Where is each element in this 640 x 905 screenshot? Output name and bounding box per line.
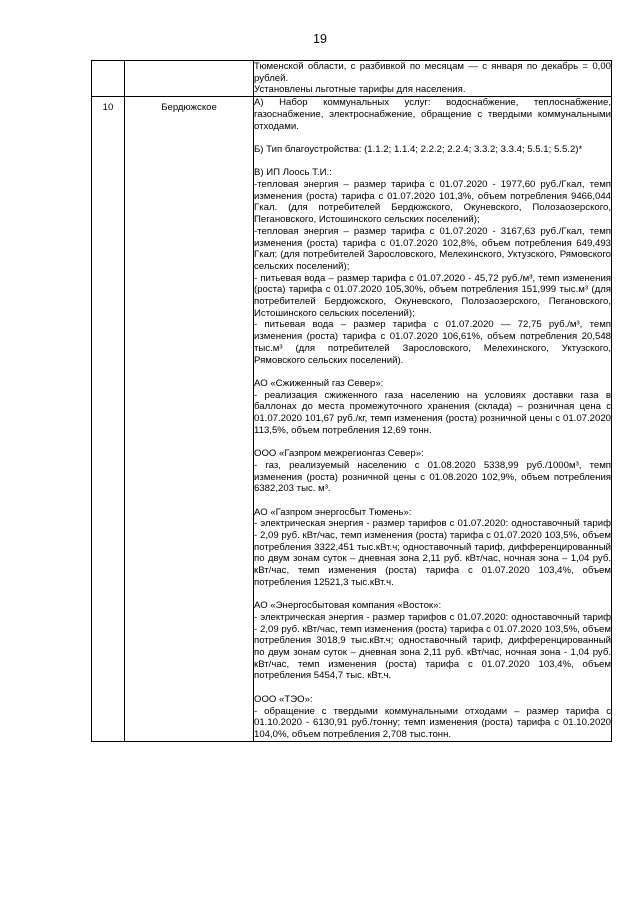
row-number: 10 [102,102,114,114]
provider-title: В) ИП Лоось Т.И.: [254,167,332,179]
municipality-cell [125,61,254,97]
text-line: Установлены льготные тарифы для населения. [254,84,466,96]
provider-title: АО «Энергосбытовая компания «Восток»: [254,600,442,612]
description-cell [254,61,612,97]
tariff-item: - питьевая вода – размер тарифа с 01.07.2020 - 45,72 руб./м³, темп изменения (роста) тарифа с 01.07.2020 105,30%, объем потребления 151,999 тыс.м³ (для потребителей Бердюжского, Окуневского, Полозаозерского, Пегановского, Истошинского сельских поселений); [254,272,611,319]
improvement-type-text: Б) Тип благоустройства: (1.1.2; 1.1.4; 2.2.2; 2.2.4; 3.3.2; 3.3.4; 5.5.1; 5.5.2)* [254,143,583,155]
municipality-cell [125,97,254,742]
tariff-item: - обращение с твердыми коммунальными отходами – размер тарифа с 01.10.2020 - 6130,91 руб./тонну; темп изменения (роста) тарифа с 01.10.2020 104,0%, объем потребления 2,708 тыс.тонн. [254,705,611,740]
tariff-item: -тепловая энергия – размер тарифа с 01.07.2020 - 3167,63 руб./Гкал, темп изменения (роста) тарифа с 01.07.2020 102,8%, объем потребления 649,493 Гкал; (для потребителей Зарословского, Мелехинского, Уктузского, Рямовского сельских поселений); [254,225,611,272]
tariff-table [91,60,612,742]
tariff-item: -тепловая энергия – размер тарифа с 01.07.2020 - 1977,60 руб./Гкал, темп изменения (роста) тарифа с 01.07.2020 101,3%, объем потребления 9466,044 Гкал. (для потребителей Бердюжского, Окуневского, Полозаозерского, Пегановского, Истошинского сельских поселений); [254,179,611,226]
tariff-item: - электрическая энергия - размер тарифов с 01.07.2020: одноставочный тариф - 2,09 руб. кВт/час, темп изменения (роста) тарифа с 01.07.2020 103,5%, объем потребления 3322,451 тыс.кВт.ч; одноставочный тариф, дифференцированный по двум зонам суток – дневная зона 2,11 руб. кВт/час, ночная зона – 1,04 руб. кВт/час, темп изменения (роста) тарифа с 01.07.2020 103,4%, объем потребления 12521,3 тыс.кВт.ч. [254,518,611,588]
text-line: Тюменской области, с разбивкой по месяцам — с января по декабрь = 0,00 рублей. [254,61,611,84]
tariff-item: - электрическая энергия - размер тарифов с 01.07.2020: одноставочный тариф - 2,09 руб. кВт/час, темп изменения (роста) тарифа с 01.07.2020 103,5%, объем потребления 3018,9 тыс.кВт.ч; одноставочный тариф, дифференцированный по двум зонам суток – дневная зона 2,11 руб. кВт/час, ночная зона - 1,04 руб. кВт/час, темп изменения (роста) тарифа с 01.07.2020 103,4%, объем потребления 5454,7 тыс. кВт.ч. [254,611,611,682]
provider-title: ООО «ТЭО»: [254,693,313,705]
table-row [92,61,612,97]
provider-title: АО «Газпром энергосбыт Тюмень»: [254,506,412,518]
tariff-item: - реализация сжиженного газа населению на условиях доставки газа в баллонах до места промежуточного хранения (склада) – розничная цена с 01.07.2020 101,67 руб./кг, темп изменения (роста) розничной цены с 01.07.2020 113,5%, объем потребления 12,69 тонн. [254,389,611,436]
description-cell [254,97,612,742]
table-row [92,97,612,742]
municipality-name: Бердюжское [161,102,217,114]
tariff-item: - газ, реализуемый населению с 01.08.2020 5338,99 руб./1000м³, темп изменения (роста) розничной цены с 01.08.2020 102,9%, объем потребления 6382,203 тыс. м³. [254,459,611,495]
provider-title: ООО «Газпром межрегионгаз Север»: [254,448,424,460]
page-number: 19 [313,32,327,46]
row-number-cell [92,97,125,742]
tariff-item: - питьевая вода – размер тарифа с 01.07.2020 — 72,75 руб./м³, темп изменения (роста) тарифа с 01.07.2020 106,61%, объем потребления 20,548 тыс.м³ (для потребителей Зарословского, Мелехинского, Уктузского, Рямовского сельских поселений). [254,319,611,366]
provider-title: АО «Сжиженный газ Север»: [254,377,384,389]
services-text: А) Набор коммунальных услуг: водоснабжение, теплоснабжение, газоснабжение, электроснабжение, обращение с твердыми коммунальными отходами. [254,97,611,132]
row-number-cell [92,61,125,97]
